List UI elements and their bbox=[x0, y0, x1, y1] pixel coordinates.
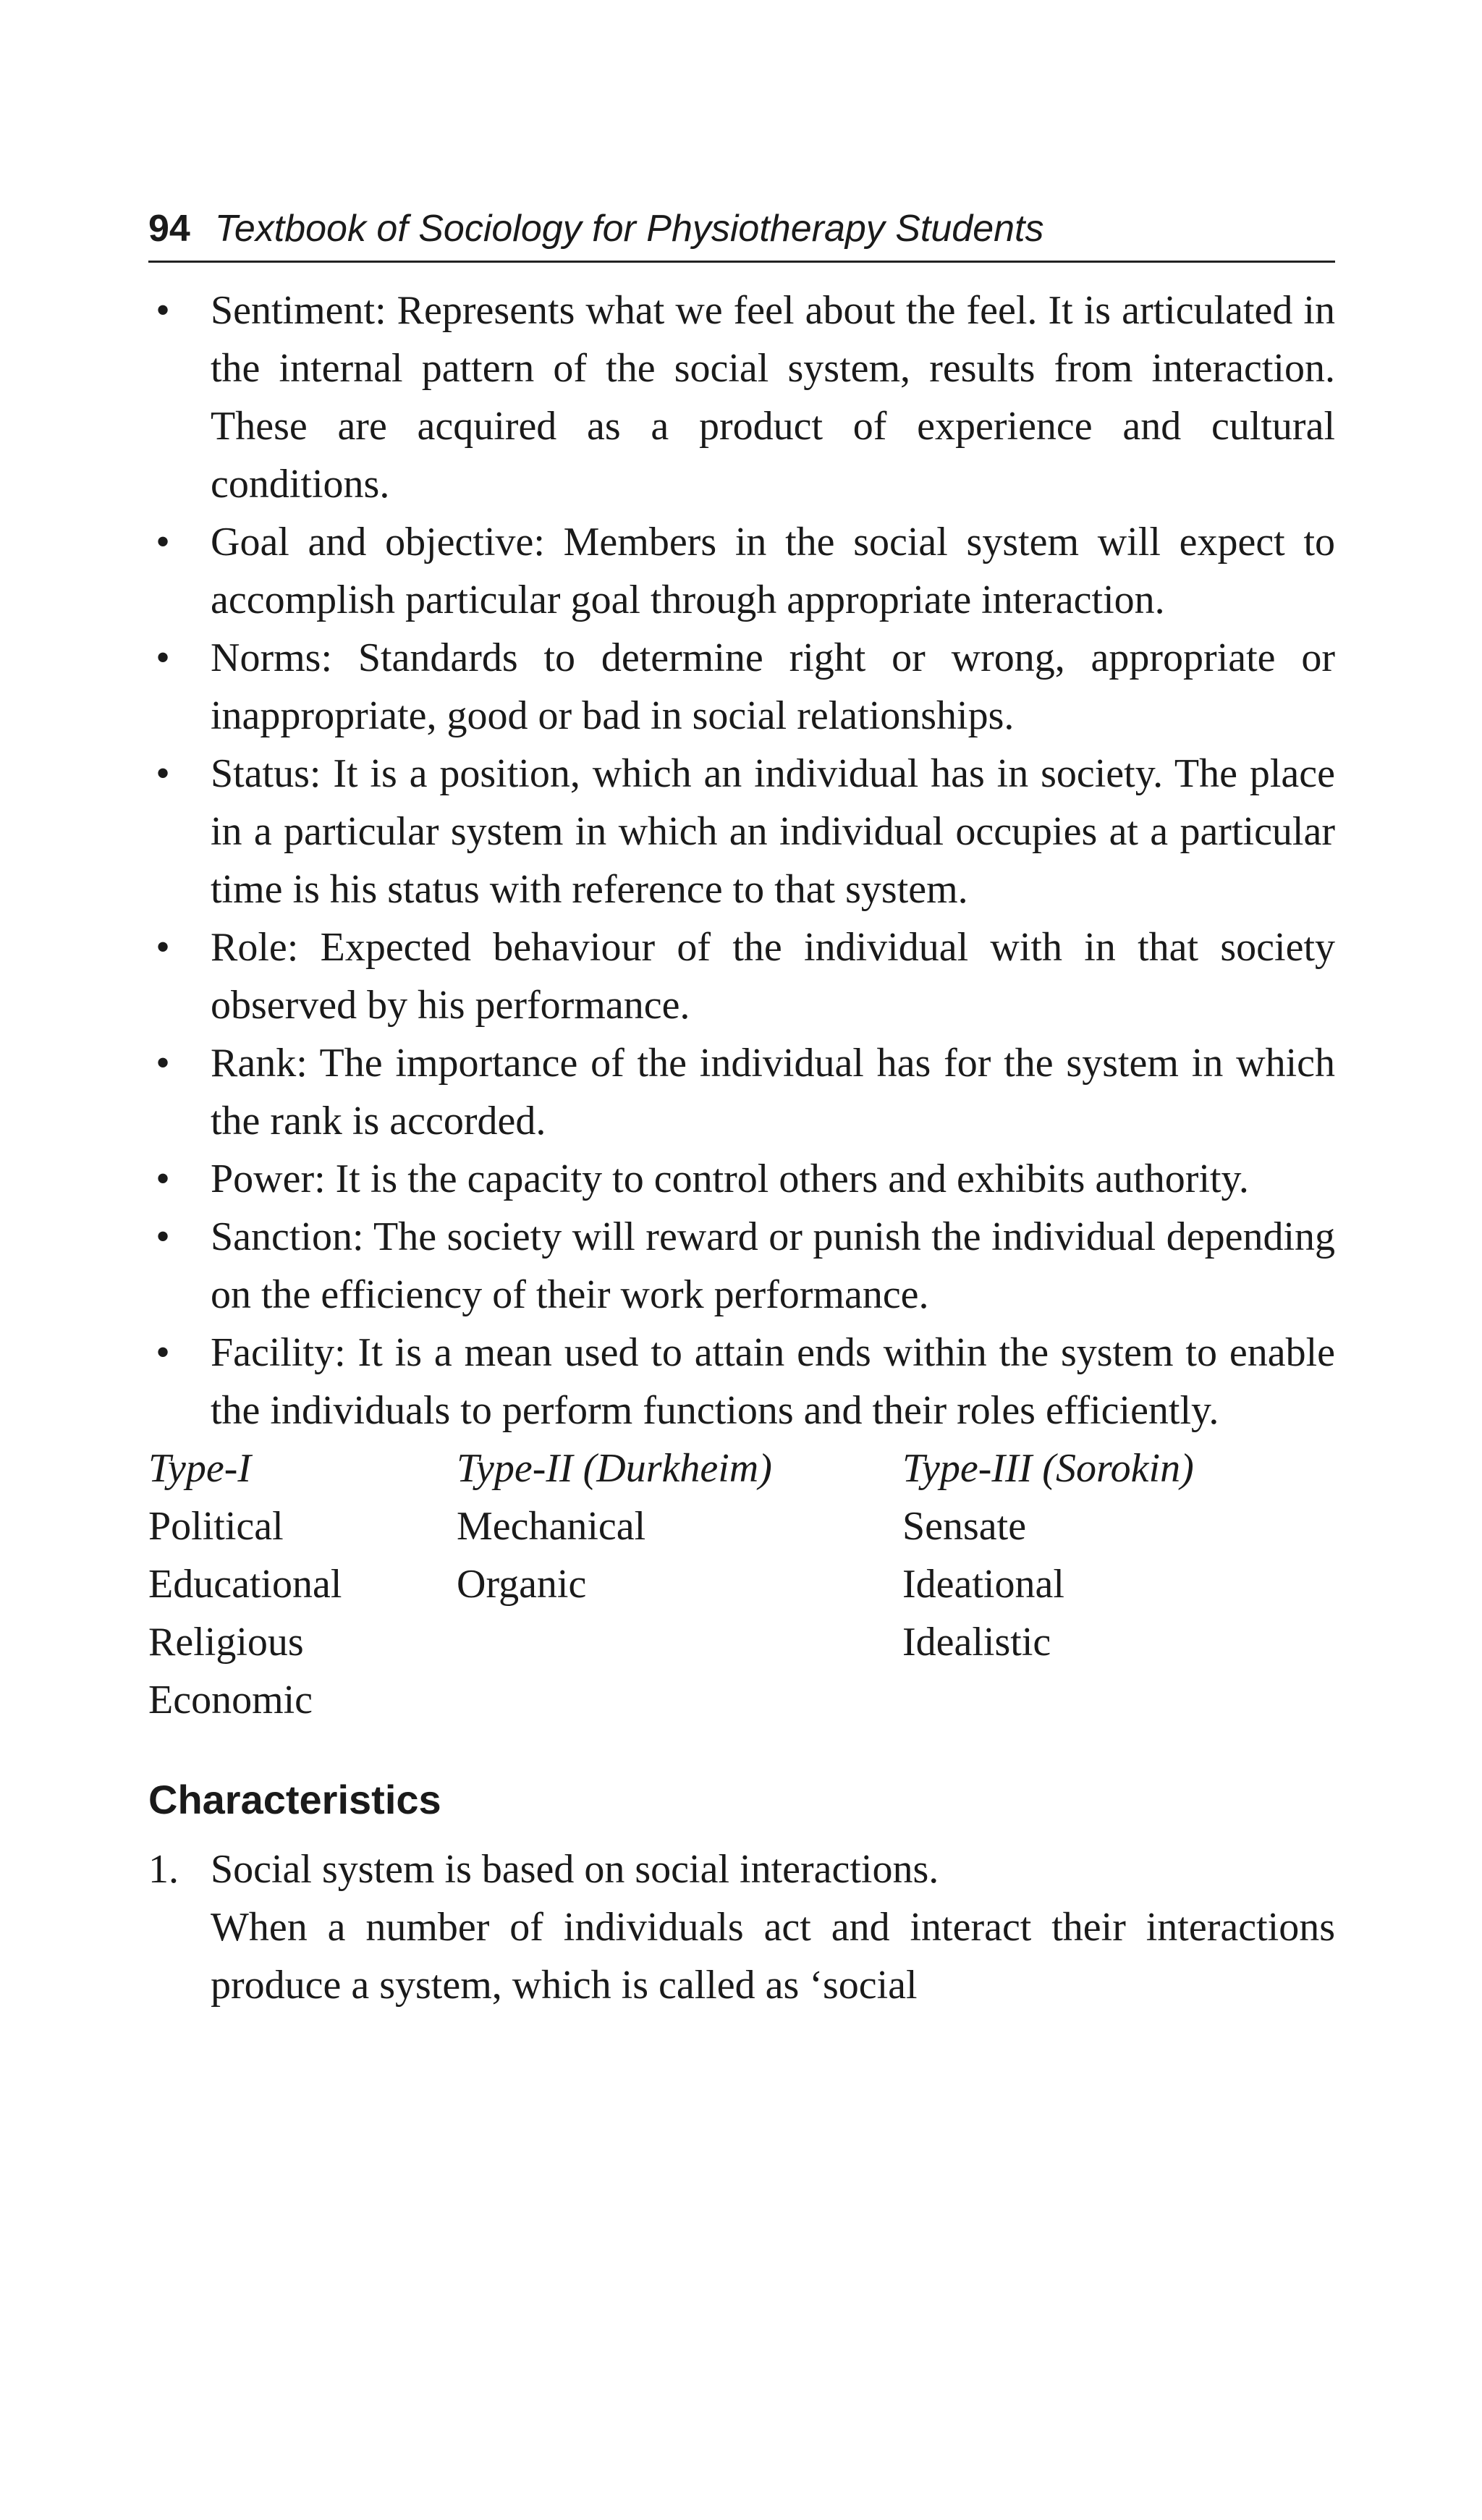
list-item bbox=[148, 1034, 1335, 1150]
list-item-text: Sentiment: Represents what we feel about the feel. It is articulated in the internal pattern of the social system, results from interaction. These are acquired as a product of experience and cultural conditions. bbox=[211, 288, 1335, 507]
continuation-paragraph: When a number of individuals act and interact their interactions produce a system, which is called as ‘social bbox=[211, 1905, 1335, 2008]
bullet-icon: • bbox=[156, 1041, 170, 1086]
bullet-icon: • bbox=[156, 1214, 170, 1259]
types-table-cell: Idealistic bbox=[902, 1620, 1051, 1665]
list-item-text: Sanction: The society will reward or punish the individual depending on the efficiency of their work performance. bbox=[211, 1214, 1335, 1317]
types-table-cell: Organic bbox=[457, 1562, 587, 1607]
list-item-text: Goal and objective: Members in the social system will expect to accomplish particular goal through appropriate interaction. bbox=[211, 520, 1335, 622]
types-table-cell: Religious bbox=[148, 1620, 304, 1665]
list-item-text: Facility: It is a mean used to attain ends within the system to enable the individuals to perform functions and their roles efficiently. bbox=[211, 1330, 1335, 1433]
types-table-cell: Political bbox=[148, 1504, 284, 1549]
types-table-cell: Economic bbox=[148, 1678, 313, 1722]
list-item bbox=[148, 1324, 1335, 1439]
list-item bbox=[148, 282, 1335, 513]
bullet-icon: • bbox=[156, 751, 170, 796]
bullet-icon: • bbox=[156, 520, 170, 565]
types-table-cell: Educational bbox=[148, 1562, 342, 1607]
types-table-cell bbox=[457, 1671, 902, 1729]
running-head bbox=[148, 210, 1335, 263]
list-item-text: Status: It is a position, which an individual has in society. The place in a particular system in which an individual occupies at a particular time is his status with reference to that system. bbox=[211, 751, 1335, 912]
list-item-text: Norms: Standards to determine right or wrong, appropriate or inappropriate, good or bad in social relationships. bbox=[211, 635, 1335, 738]
list-item-text: Power: It is the capacity to control others and exhibits authority. bbox=[211, 1157, 1249, 1201]
types-table-cell: Sensate bbox=[902, 1504, 1027, 1549]
bullet-icon: • bbox=[156, 288, 170, 333]
bullet-icon: • bbox=[156, 1330, 170, 1375]
list-item-text: Rank: The importance of the individual has for the system in which the rank is accorded. bbox=[211, 1041, 1335, 1143]
list-item bbox=[148, 745, 1335, 918]
list-item bbox=[148, 918, 1335, 1034]
types-table bbox=[148, 1439, 1335, 1729]
list-item bbox=[148, 1150, 1335, 1208]
list-item bbox=[148, 629, 1335, 745]
numbered-item bbox=[148, 1840, 1335, 1898]
types-table-cell bbox=[457, 1613, 902, 1671]
section-heading: Characteristics bbox=[148, 1777, 441, 1822]
list-item bbox=[148, 1208, 1335, 1324]
types-table-header: Type-I bbox=[148, 1446, 251, 1491]
bullet-icon: • bbox=[156, 925, 170, 970]
item-number: 1. bbox=[148, 1847, 179, 1892]
list-item-text: Role: Expected behaviour of the individual with in that society observed by his performance. bbox=[211, 925, 1335, 1028]
types-table-cell: Mechanical bbox=[457, 1504, 646, 1549]
bullet-icon: • bbox=[156, 1157, 170, 1201]
body-text bbox=[148, 282, 1335, 2014]
page bbox=[148, 210, 1335, 2014]
types-table-cell: Ideational bbox=[902, 1562, 1064, 1607]
types-table-header: Type-II (Durkheim) bbox=[457, 1446, 772, 1491]
types-table-header: Type-III (Sorokin) bbox=[902, 1446, 1194, 1491]
book-title: Textbook of Sociology for Physiotherapy Students bbox=[214, 208, 1044, 250]
numbered-item-text: Social system is based on social interactions. bbox=[211, 1847, 939, 1892]
types-table-cell bbox=[902, 1671, 1335, 1729]
bullet-icon: • bbox=[156, 635, 170, 680]
page-number: 94 bbox=[148, 208, 190, 250]
bullet-list bbox=[148, 282, 1335, 1439]
list-item bbox=[148, 513, 1335, 629]
